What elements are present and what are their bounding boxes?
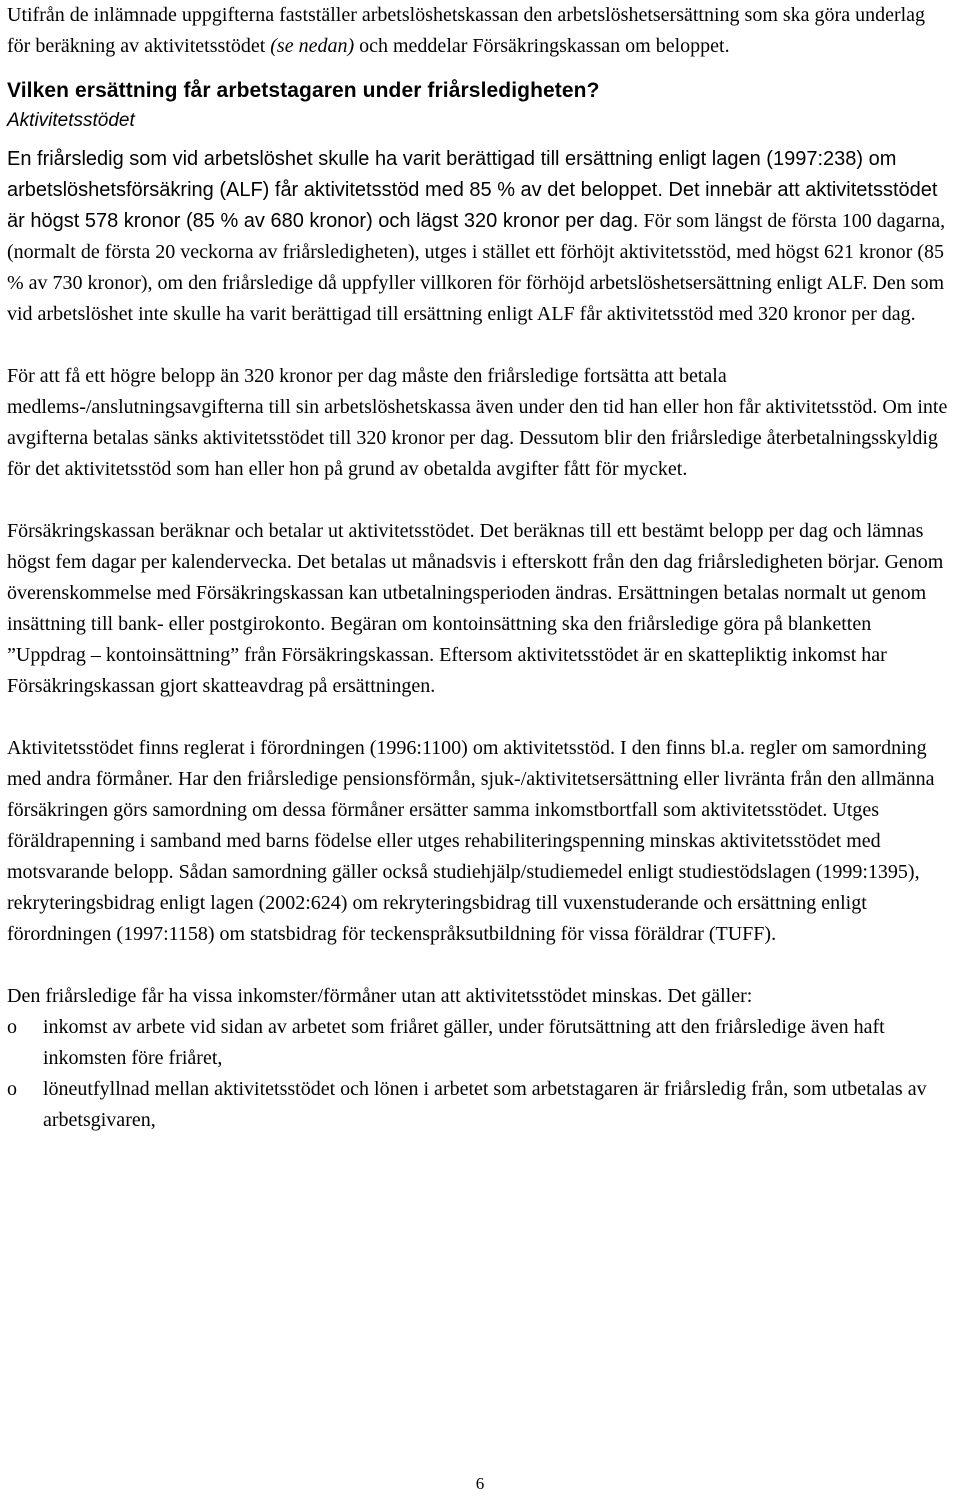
bullet-marker: o bbox=[7, 1016, 17, 1038]
intro-paragraph bbox=[7, 0, 953, 62]
paragraph-coordination: Aktivitetsstödet finns reglerat i förordningen (1996:1100) om aktivitetsstöd. I den finns bl.a. regler om samordning med andra förmåner. Har den friårsledige pensionsförmån, sjuk-/aktivitetsersättning eller livränta från den allmänna försäkringen görs samordning om dessa förmåner ersätter samma inkomstbortfall som aktivitetsstödet. Utges föräldrapenning i samband med barns födelse eller utges rehabiliteringspenning minskas aktivitetsstödet med motsvarande belopp. Sådan samordning gäller också studiehjälp/studiemedel enligt studiestödslagen (1999:1395), rekryteringsbidrag enligt lagen (2002:624) om rekryteringsbidrag till vuxenstuderande och ersättning enligt förordningen (1997:1158) om statsbidrag för teckenspråksutbildning för vissa föräldrar (TUFF). bbox=[7, 737, 935, 945]
bullet-marker: o bbox=[7, 1078, 17, 1100]
page-number: 6 bbox=[475, 1474, 485, 1493]
intro-italic-note: (se nedan) bbox=[270, 35, 355, 57]
list-item-text: löneutfyllnad mellan aktivitetsstödet och lönen i arbetet som arbetstagaren är friårsledig från, som utbetalas av arbetsgivaren, bbox=[43, 1078, 927, 1131]
paragraph-payment: Försäkringskassan beräknar och betalar ut aktivitetsstödet. Det beräknas till ett bestämt belopp per dag och lämnas högst fem dagar per kalendervecka. Det betalas ut månadsvis i efterskott från den dag friårsledigheten börjar. Genom överenskommelse med Försäkringskassan kan utbetalningsperioden ändras. Ersättningen betalas normalt ut genom insättning till bank- eller postgirokonto. Begäran om kontoinsättning ska den friårsledige göra på blanketten ”Uppdrag – kontoinsättning” från Försäkringskassan. Eftersom aktivitetsstödet är en skattepliktig inkomst har Försäkringskassan gjort skatteavdrag på ersättningen. bbox=[7, 520, 944, 697]
list-item bbox=[7, 1012, 953, 1074]
document-page bbox=[7, 0, 953, 1136]
paragraph-activity-support-serif: För som längst de första 100 dagarna, (normalt de första 20 veckorna av friårsledigheten), utges i stället ett förhöjt aktivitetsstöd, med högst 621 kronor (85 % av 730 kronor), om den friårsledige då uppfyller villkoren för förhöjd arbetslöshetsersättning enligt ALF. Den som vid arbetslöshet inte skulle ha varit berättigad till ersättning enligt ALF får aktivitetsstöd med 320 kronor per dag. bbox=[7, 210, 946, 325]
allowed-income-list bbox=[7, 1012, 953, 1136]
intro-text-end: och meddelar Försäkringskassan om beloppet. bbox=[354, 35, 730, 57]
intro-text: Utifrån de inlämnade uppgifterna fastställer arbetslöshetskassan den arbetslöshetsersättning som ska göra underlag för beräkning av aktivitetsstödet bbox=[7, 4, 926, 57]
paragraph-allowed-income: Den friårsledige får ha vissa inkomster/förmåner utan att aktivitetsstödet minskas. Det gäller: bbox=[7, 985, 753, 1007]
section-heading: Vilken ersättning får arbetstagaren under friårsledigheten? bbox=[7, 79, 600, 102]
paragraph-activity-support bbox=[7, 144, 953, 330]
list-item bbox=[7, 1074, 953, 1136]
list-item-text: inkomst av arbete vid sidan av arbetet som friåret gäller, under förutsättning att den friårsledige även haft inkomsten före friåret, bbox=[43, 1016, 885, 1069]
paragraph-fees: För att få ett högre belopp än 320 kronor per dag måste den friårsledige fortsätta att betala medlems-/anslutningsavgifterna till sin arbetslöshetskassa även under den tid han eller hon får aktivitetsstöd. Om inte avgifterna betalas sänks aktivitetsstödet till 320 kronor per dag. Dessutom blir den friårsledige återbetalningsskyldig för det aktivitetsstöd som han eller hon på grund av obetalda avgifter fått för mycket. bbox=[7, 365, 948, 480]
subsection-heading: Aktivitetsstödet bbox=[7, 110, 135, 131]
paragraph-activity-support-sans: En friårsledig som vid arbetslöshet skulle ha varit berättigad till ersättning enligt lagen (1997:238) om arbetslöshetsförsäkring (ALF) får aktivitetsstöd med 85 % av det beloppet. Det innebär att aktivitetsstödet är högst 578 kronor (85 % av 680 kronor) och lägst 320 kronor per dag. bbox=[7, 148, 938, 232]
